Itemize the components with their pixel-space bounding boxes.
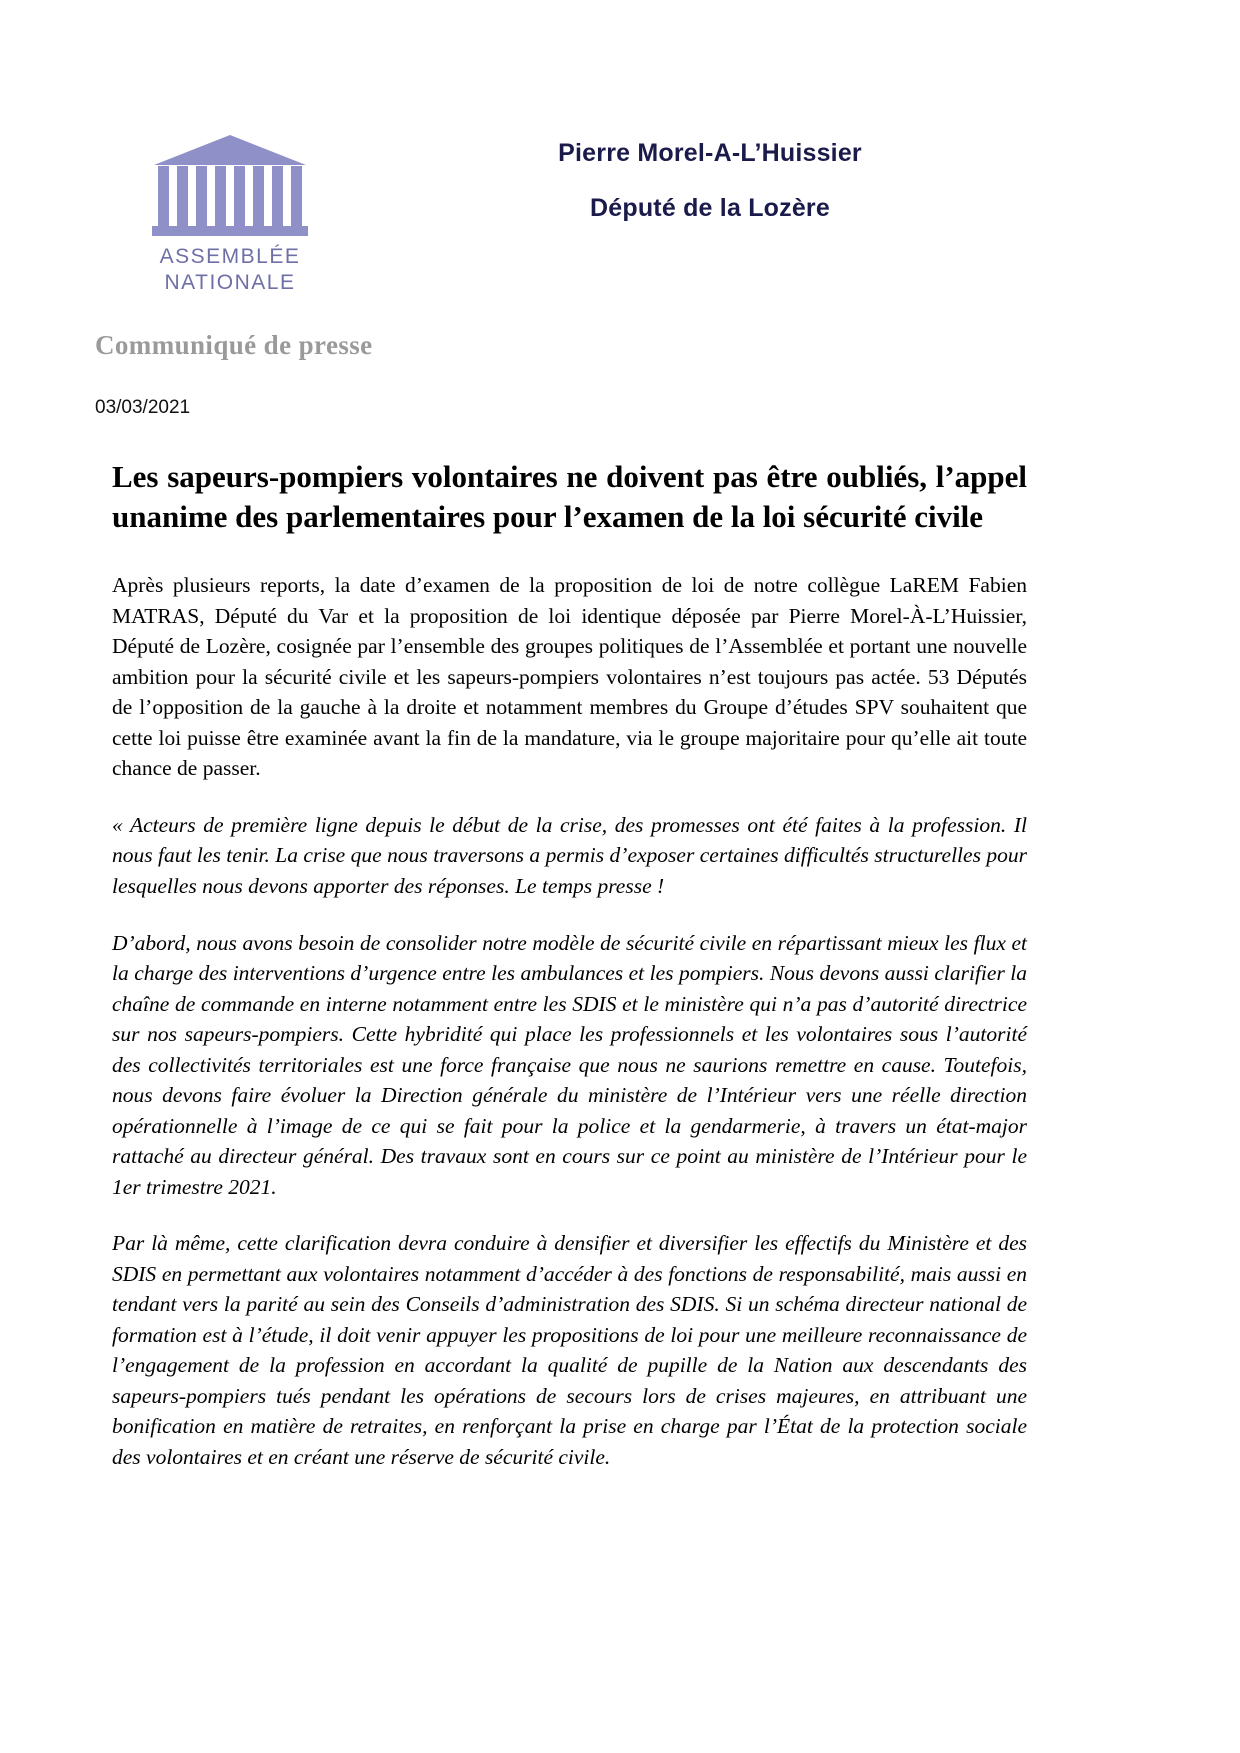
deputy-name: Pierre Morel-A-L’Huissier: [558, 139, 862, 167]
logo-text-line-2: NATIONALE: [164, 271, 296, 295]
assemblee-nationale-logo: [135, 133, 325, 297]
assembly-building-icon: [150, 133, 310, 238]
paragraph-quote-3: Par là même, cette clarification devra conduire à densifier et diversifier les effectifs du Ministère et des SDIS en permettant aux volontaires notamment d’accéder à des fonctions de responsabilité, mais aussi en tendant vers la parité au sein des Conseils d’administration des SDIS. Si un schéma directeur national de formation est à l’étude, il doit venir appuyer les propositions de loi pour une meilleure reconnaissance de l’engagement de la profession en accordant la qualité de pupille de la Nation aux descendants des sapeurs-pompiers tués pendant les opérations de secours lors de crises majeures, en attribuant une bonification en matière de retraites, en renforçant la prise en charge par l’État de la protection sociale des volontaires et en créant une réserve de sécurité civile.: [112, 1231, 1027, 1469]
logo-text-line-1: ASSEMBLÉE: [159, 245, 301, 268]
document-body: [95, 330, 1145, 1498]
document-kicker: Communiqué de presse: [95, 330, 373, 360]
document-date: 03/03/2021: [95, 397, 191, 418]
paragraph-quote-1: « Acteurs de première ligne depuis le début de la crise, des promesses ont été faites à la profession. Il nous faut les tenir. La crise que nous traversons a permis d’exposer certaines difficultés structurelles pour lesquelles nous devons apporter des réponses. Le temps presse !: [112, 812, 1027, 898]
paragraph-intro: Après plusieurs reports, la date d’examen de la proposition de loi de notre collègue LaREM Fabien MATRAS, Député du Var et la proposition de loi identique déposée par Pierre Morel-À-L’Huissier, Député de Lozère, cosignée par l’ensemble des groupes politiques de l’Assemblée et portant une nouvelle ambition pour la sécurité civile et les sapeurs-pompiers volontaires n’est toujours pas actée. 53 Députés de l’opposition de la gauche à la droite et notamment membres du Groupe d’études SPV souhaitent que cette loi puisse être examinée avant la fin de la mandature, via le groupe majoritaire pour qu’elle ait toute chance de passer.: [112, 573, 1027, 781]
logo-base-shape: [152, 226, 308, 236]
logo-text: [135, 244, 325, 297]
logo-roof-shape: [154, 135, 306, 165]
header-titles: [395, 139, 1145, 223]
page-title: Les sapeurs-pompiers volontaires ne doivent pas être oubliés, l’appel unanime des parlementaires pour l’examen de la loi sécurité civile: [112, 459, 1027, 534]
document-header: [95, 125, 1145, 300]
logo-columns-shape: [158, 166, 302, 226]
deputy-role: Député de la Lozère: [590, 194, 830, 222]
paragraph-quote-2: D’abord, nous avons besoin de consolider notre modèle de sécurité civile en répartissant mieux les flux et la charge des interventions d’urgence entre les ambulances et les pompiers. Nous devons aussi clarifier la chaîne de commande en interne notamment entre les SDIS et le ministère qui n’a pas d’autorité directrice sur nos sapeurs-pompiers. Cette hybridité qui place les professionnels et les volontaires sous l’autorité des collectivités territoriales est une force française que nous ne saurions remettre en cause. Toutefois, nous devons faire évoluer la Direction générale du ministère de l’Intérieur vers une réelle direction opérationnelle à l’image de ce qui se fait pour la police et la gendarmerie, à travers un état-major rattaché au directeur général. Des travaux sont en cours sur ce point au ministère de l’Intérieur pour le 1er trimestre 2021.: [112, 930, 1027, 1199]
